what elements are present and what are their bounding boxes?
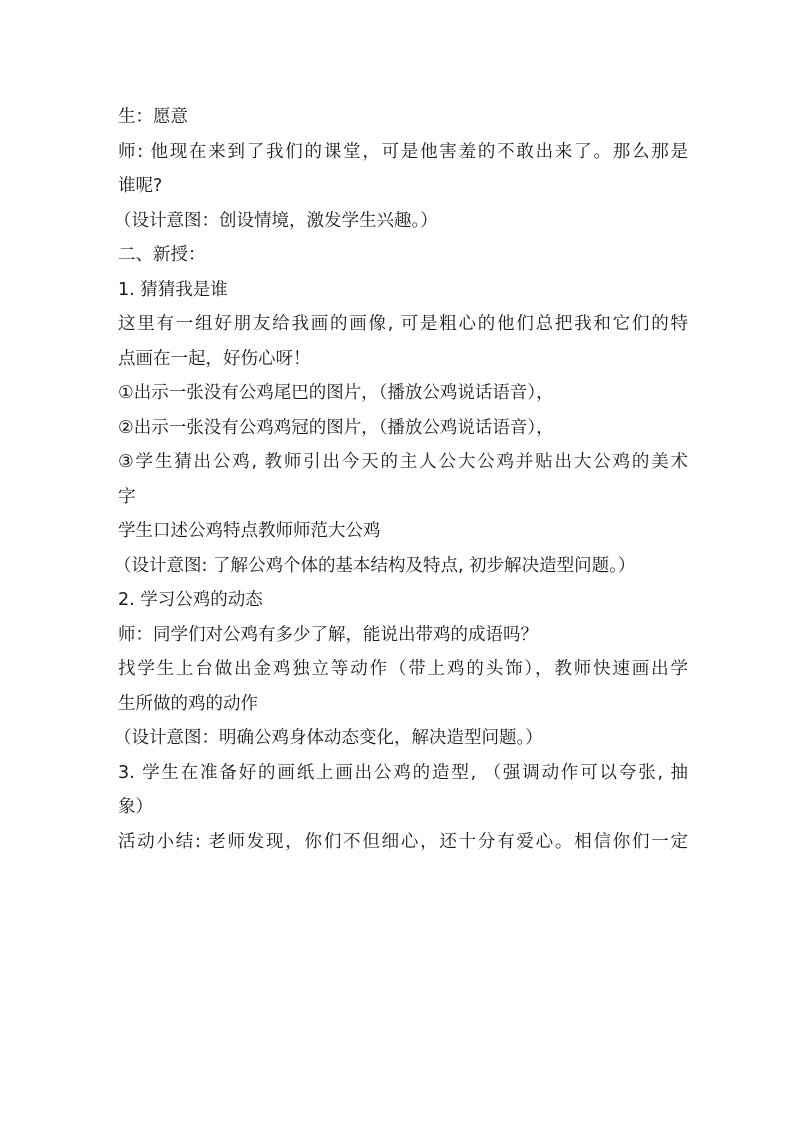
subheading-rooster-motion: 2. 学习公鸡的动态 [118, 590, 263, 610]
design-intent-note-1: （设计意图：创设情境，激发学生兴趣。） [114, 210, 438, 231]
paragraph-student-act: 找学生上台做出金鸡独立等动作（带上鸡的头饰），教师快速画出学 [118, 659, 688, 679]
paragraph-portraits-cont: 点画在一起，好伤心呀！ [118, 348, 311, 369]
dialogue-teacher-question: 师：同学们对公鸡有多少了解，能说出带鸡的成语吗？ [118, 624, 538, 645]
paragraph-student-describes: 学生口述公鸡特点教师师范大公鸡 [118, 521, 381, 541]
section-heading-new-lesson: 二、新授： [118, 245, 206, 265]
list-item-3-cont: 字 [118, 486, 136, 507]
list-item-1: ①出示一张没有公鸡尾巴的图片，（播放公鸡说话语音）， [118, 383, 554, 403]
subheading-guess-who: 1. 猜猜我是谁 [118, 279, 228, 300]
list-item-3: ③学生猜出公鸡, 教师引出今天的主人公大公鸡并贴出大公鸡的美术 [118, 452, 688, 472]
list-item-2: ②出示一张没有公鸡鸡冠的图片，（播放公鸡说话语音）， [118, 417, 554, 438]
paragraph-portraits: 这里有一组好朋友给我画的画像, 可是粗心的他们总把我和它们的特 [118, 314, 688, 334]
paragraph-activity-summary: 活动小结: 老师发现，你们不但细心，还十分有爱心。相信你们一定 [118, 831, 688, 852]
subheading-draw-rooster-cont: 象） [118, 797, 153, 817]
dialogue-teacher-intro-cont: 谁呢? [118, 176, 163, 196]
paragraph-student-act-cont: 生所做的鸡的动作 [118, 693, 258, 714]
subheading-draw-rooster: 3. 学生在准备好的画纸上画出公鸡的造型, （强调动作可以夸张, 抽 [118, 762, 688, 783]
dialogue-student-answer: 生：愿意 [118, 107, 188, 127]
design-intent-note-2: （设计意图: 了解公鸡个体的基本结构及特点, 初步解决造型问题。） [114, 555, 636, 576]
document-body [114, 100, 688, 859]
design-intent-note-3: （设计意图：明确公鸡身体动态变化，解决造型问题。） [114, 728, 543, 748]
dialogue-teacher-intro: 师: 他现在来到了我们的课堂，可是他害羞的不敢出来了。那么那是 [118, 141, 688, 162]
